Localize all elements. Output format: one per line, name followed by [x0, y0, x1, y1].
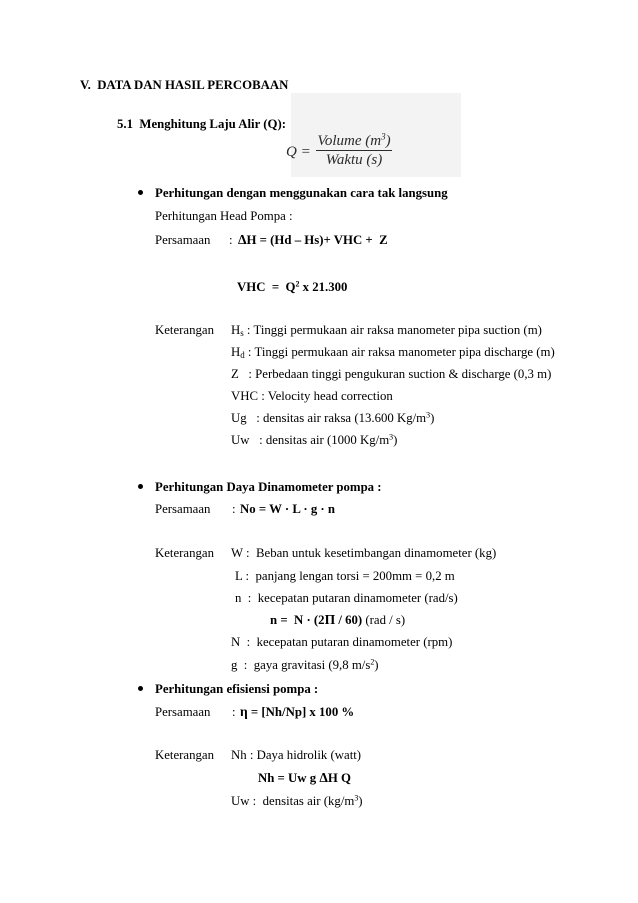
hydraulic-power-formula: Nh = Uw g ΔH Q [258, 770, 351, 785]
note-row: n : kecepatan putaran dinamometer (rad/s) [235, 591, 458, 605]
head-pump-subtitle: Perhitungan Head Pompa : [155, 209, 293, 223]
bullet-icon [138, 686, 143, 691]
notes-label: Keterangan [155, 748, 214, 762]
vhc-equation: VHC = $Q^2$ x 21.300 [237, 279, 348, 294]
delta-symbol: Δ [238, 232, 247, 247]
note-row: g : gaya gravitasi (9,8 $m/s^2$) [231, 657, 379, 672]
delta-symbol: Δ [319, 770, 328, 785]
note-row: N : kecepatan putaran dinamometer (rpm) [231, 635, 453, 649]
section-heading: V. DATA DAN HASIL PERCOBAAN [80, 78, 289, 92]
head-equation: ΔH = (Hd – Hs)+ VHC + Z [238, 232, 388, 247]
note-row: Nh : Daya hidrolik (watt) [231, 748, 362, 762]
equation-label: Persamaan [155, 705, 211, 719]
flow-rate-formula [283, 92, 463, 178]
dynamometer-equation: No = W · L · g · n [240, 502, 336, 516]
note-row: W : Beban untuk kesetimbangan dinamometer (kg) [231, 546, 497, 560]
note-row: $H_s$ : Tinggi permukaan air raksa manometer pipa suction (m) [231, 323, 542, 339]
rpm-conversion-formula: n = N · (2Π / 60) (rad / s) [270, 612, 406, 627]
equation-label: Persamaan [155, 233, 211, 247]
equation-colon: : [232, 502, 236, 516]
subsection-title: 5.1 Menghitung Laju Alir (Q): [117, 117, 286, 131]
formula-fraction [316, 132, 392, 169]
formula-lhs: Q = [286, 144, 311, 160]
formula-denominator: Waktu (s) [325, 152, 383, 168]
note-row: Uw : densitas air $(kg/m^3)$ [231, 793, 363, 808]
note-row: VHC : Velocity head correction [231, 389, 393, 403]
bullet-icon [138, 484, 143, 489]
equation-colon: : [232, 705, 236, 719]
pi-symbol: Π [324, 612, 336, 627]
bullet-title: Perhitungan dengan menggunakan cara tak langsung [155, 186, 448, 200]
bullet-icon [138, 190, 143, 195]
eta-symbol: η [240, 704, 248, 719]
note-row: Ug : densitas air raksa (13.600 $Kg/m^3$) [231, 410, 435, 425]
bullet-title: Perhitungan Daya Dinamometer pompa : [155, 480, 382, 494]
bullet-title: Perhitungan efisiensi pompa : [155, 682, 319, 696]
equation-colon: : [229, 233, 233, 247]
note-row: Uw : densitas air (1000 $Kg/m^3$) [231, 432, 398, 447]
efficiency-equation: η = [Nh/Np] x 100 % [240, 704, 355, 719]
note-row: $H_d$ : Tinggi permukaan air raksa manometer pipa discharge (m) [231, 345, 555, 361]
equation-label: Persamaan [155, 502, 211, 516]
note-row: Z : Perbedaan tinggi pengukuran suction & discharge (0,3 m) [231, 367, 552, 381]
note-row: L : panjang lengan torsi = 200mm = 0,2 m [235, 569, 455, 583]
formula-numerator: Volume $(m^3)$ [317, 131, 391, 149]
notes-label: Keterangan [155, 546, 214, 560]
notes-label: Keterangan [155, 323, 214, 337]
